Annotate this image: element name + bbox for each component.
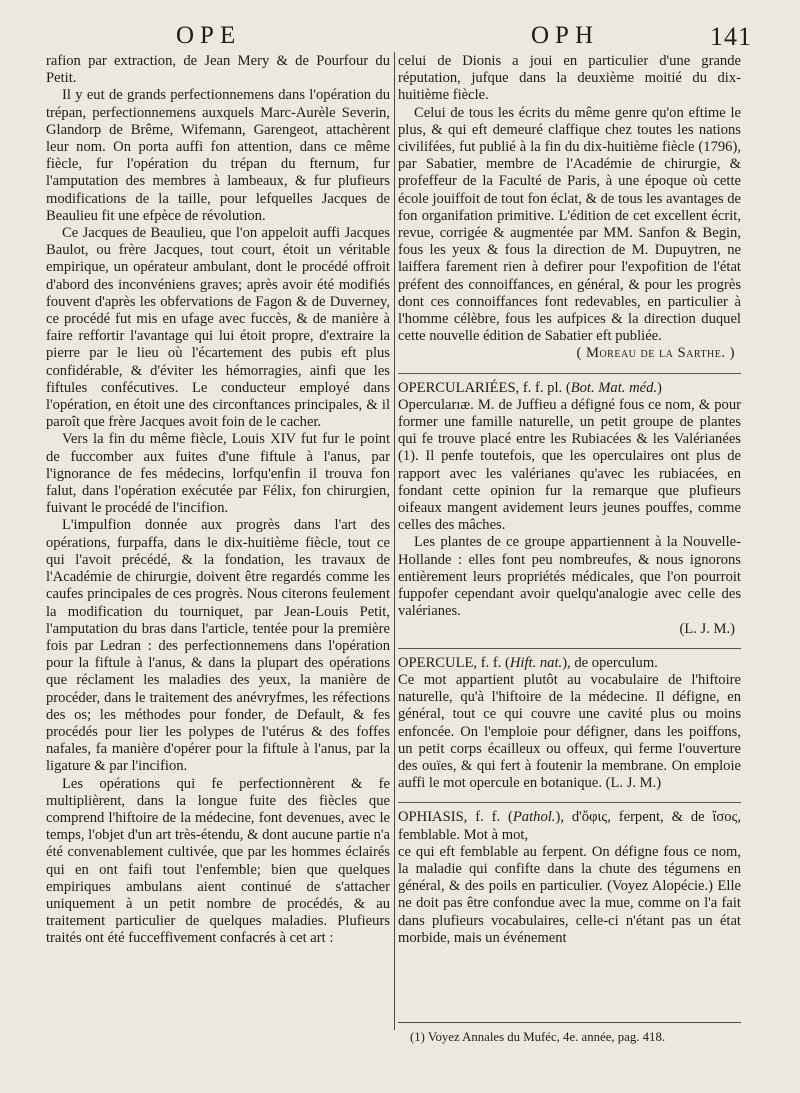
entry-paragraph: ce qui eft femblable au ferpent. On défigne fous ce nom, la maladie qui confifte dans la chute des tégumens en général, & des poils en particulier. (Voyez Alopécie.) Elle ne doit pas être confondue avec la mue, comme on l'a fait dans plufieurs vocabulaires, celle-ci n'étant pas un état morbide, mais un événement: [398, 843, 741, 946]
entry-ophiasis: [398, 809, 741, 947]
entry-opercule: [398, 655, 741, 793]
left-paragraph: Vers la fin du même fiècle, Louis XIV fut fur le point de fuccomber aux fuites d'une fiftule à l'anus, par l'ignorance de fes médecins, lorfqu'enfin il trouva fon falut, dans l'opération exécutée par Félix, fon chirurgien, fuivant le procédé de l'incifion.: [46, 431, 390, 517]
entry-paragraph: Ce mot appartient plutôt au vocabulaire de l'hiftoire naturelle, qu'à l'hiftoire de la médecine. Il défigne, en général, tout ce qui couvre une cavité plus ou moins enfoncée. On l'emploie pour défigner, dans les poiffons, un petit corps écailleux ou offeux, qui ferme l'ouverture des ouïes, & qui fert à foutenir la membrane. On emploie auffi le mot opercule en botanique. (L. J. M.): [398, 671, 741, 792]
entry-signature: (L. J. M.): [679, 620, 735, 637]
left-paragraph: Il y eut de grands perfectionnemens dans l'opération du trépan, perfectionnemens auxquels Marc-Aurèle Severin, Glandorp de Brême, Wifemann, Garengeot, attachèrent leur nom. On porta auffi fon attention, dans ce même fiècle, fur l'opération du trépan du fternum, fur l'amputation des membres à lambeaux, & fur plufieurs modifications de la taille, pour lefquelles Jacques de Beaulieu fit une efpèce de révolution.: [46, 87, 390, 224]
entry-separator: [398, 802, 741, 803]
left-paragraph: Les opérations qui fe perfectionnèrent & fe multiplièrent, dans la longue fuite des fiècles que comprend l'hiftoire de la médecine, font devenues, avec le temps, l'objet d'un art très-étendu, & dont aucune partie n'a été convenablement cultivée, que par les hommes éclairés qui en ont faifi tout l'enfemble; bien que quelques empiriques ambulans aient continué de s'attacher uniquement à un petit nombre de procédés, & au traitement particulier de quelques maladies. Plufieurs traités ont été fucceffivement confacrés à cet art :: [46, 775, 390, 947]
entry-paragraph: Les plantes de ce groupe appartiennent à la Nouvelle-Hollande : elles font peu nombreufes, & nous ignorons entièrement leurs propriétés médicales, que l'on pourroit fuppofer cependant avoir quelqu'analogie avec celle des valérianes.: [398, 534, 741, 620]
running-head-right: OPH: [531, 22, 600, 49]
entry-opercularices: [398, 380, 741, 638]
column-rule: [394, 52, 395, 1030]
author-signature: ( Moreau de la Sarthe. ): [576, 345, 735, 362]
left-column: [46, 53, 390, 948]
left-paragraph: Ce Jacques de Beaulieu, que l'on appeloit auffi Jacques Baulot, ou frère Jacques, tout court, étoit un véritable empirique, un opérateur ambulant, dont le procédé offroit d'abord des inconvéniens graves; après avoir été modifiés fouvent d'après les obfervations de Fagon & de Duverney, ce procédé fut mis en ufage avec fuccès, & de manière à faire reffortir l'avantage qui lui étoit propre, d'extraire la pierre par le lieu où l'écartement des pubis eft plus confidérable, & d'éviter les hémorragies, ainfi que les fiftules confécutives. Le conducteur employé dans l'opération, en étoit une des circonftances principales, & il paroît que frère Jacques avoit foin de le cacher.: [46, 225, 390, 431]
left-paragraph: rafion par extraction, de Jean Mery & de Pourfour du Petit.: [46, 53, 390, 87]
running-head-left: OPE: [176, 22, 242, 49]
entry-heading: OPHIASIS, f. f. (Pathol.), d'ὄφις, ferpent, & de ἴσος, femblable. Mot à mot,: [398, 809, 741, 843]
entry-separator: [398, 648, 741, 649]
entry-heading: OPERCULE, f. f. (Hift. nat.), de operculum.: [398, 654, 658, 671]
page-number: 141: [710, 22, 752, 51]
footnote: (1) Voyez Annales du Muféc, 4e. année, pag. 418.: [410, 1030, 666, 1044]
right-paragraph: celui de Dionis a joui en particulier d'une grande réputation, jufque dans la deuxième moitié du dix-huitième fiècle.: [398, 53, 741, 104]
footnote-rule: [398, 1022, 741, 1023]
entry-paragraph: Opercularıæ. M. de Juffieu a défigné fous ce nom, & pour former une famille naturelle, un petit groupe de plantes qui fe trouve placé entre les Rubiacées & les Valérianées (1). Il penfe toutefois, que les operculaires ont plus de rapport avec les valérianes qu'avec les rubiacées, en fondant cette opinion fur la remarque que plufieurs oifeaux mangent avidement leurs jeunes pouffes, comme celles des mâches.: [398, 396, 741, 534]
entry-heading: OPERCULARIÉES, f. f. pl. (Bot. Mat. méd.): [398, 379, 662, 396]
left-paragraph: L'impulfion donnée aux progrès dans l'art des opérations, furpaffa, dans le dix-huitième fiècle, tout ce qui l'avoit précédé, & la fondation, les travaux de l'Académie de chirurgie, doivent être regardés comme les caufes principales de ces progrès. Nous citerons feulement la modification du tourniquet, par Jean-Louis Petit, l'amputation du bras dans l'article, tentée pour la première fois par Ledran : des perfectionnemens dans l'opération pour la fiftule à l'anus, & dans la plupart des opérations que réclament les maladies des yeux, la manière de procéder, dans le traitement des anévryfmes, les réfections des os; les méthodes pour fonder, de Default, & fes procédés pour lier les polypes de l'utérus & des foffes nafales, fa manière d'opérer pour la fiftule à l'anus, par la ligature & par l'incifion.: [46, 517, 390, 775]
right-column: [398, 53, 741, 947]
right-paragraph: Celui de tous les écrits du même genre qu'on eftime le plus, & qui eft demeuré claffique chez toutes les nations civilifées, fut publié à la fin du dix-huitième fiècle (1796), par Sabatier, membre de l'Académie de chirurgie, & profeffeur de la Faculté de Paris, à une époque où cette école jouiffoit de tout fon éclat, & de tous les avantages de fon organifation primitive. L'édition de cet excellent écrit, revue, corrigée & augmentée par MM. Sanfon & Begin, fous les yeux & fous la direction de M. Dupuytren, ne laiffera farement rien à defirer pour l'expofition de l'état préfent des connoiffances, en général, & pour les progrès dont ces connoiffances font redevables, en particulier à l'homme célèbre, fous les aufpices & la direction duquel cette nouvelle édition de Sabatier eft publiée.: [398, 104, 741, 345]
entry-separator: [398, 373, 741, 374]
